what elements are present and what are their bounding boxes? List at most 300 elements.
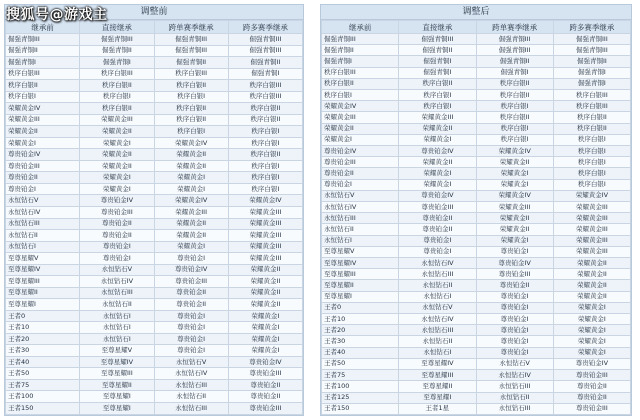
table-row (6, 403, 303, 415)
table-cell: 永恒钻石III (6, 218, 80, 230)
table-cell: 倔强青铜III (476, 34, 553, 45)
table-cell: 尊贵铂金III (553, 370, 630, 381)
table-row (6, 126, 303, 138)
table-cell: 倔强青铜II (6, 45, 80, 57)
table-row (6, 68, 303, 80)
table-cell: 秩序白银II (154, 114, 228, 126)
table-cell: 尊贵铂金II (80, 230, 154, 242)
table-cell: 荣耀黄金II (80, 149, 154, 161)
table-cell: 秩序白银I (553, 157, 630, 168)
table-cell: 永恒钻石II (6, 230, 80, 242)
table-cell: 秩序白银II (154, 80, 228, 92)
table-row (322, 291, 631, 302)
table-cell: 秩序白银III (322, 67, 399, 78)
table-cell: 倔强青铜III (6, 34, 80, 46)
table-cell: 荣耀黄金IV (553, 190, 630, 201)
table-row (322, 336, 631, 347)
table-cell: 荣耀黄金II (553, 269, 630, 280)
after-table (321, 20, 631, 415)
before-table (5, 20, 303, 415)
table-cell: 至尊星耀III (399, 370, 476, 381)
table-cell: 荣耀黄金I (553, 325, 630, 336)
table-cell: 秩序白银III (553, 90, 630, 101)
table-row (322, 358, 631, 369)
table-cell: 至尊星耀I (399, 392, 476, 403)
table-cell: 王者100 (6, 391, 80, 403)
table-cell: 倔强青铜I (553, 67, 630, 78)
table-cell: 尊贵铂金II (322, 168, 399, 179)
after-table-title: 调整后 (321, 5, 631, 20)
table-cell: 永恒钻石I (399, 347, 476, 358)
table-cell: 永恒钻石II (399, 336, 476, 347)
table-cell: 秩序白银II (322, 78, 399, 89)
table-cell: 秩序白银I (476, 134, 553, 145)
table-row (322, 381, 631, 392)
table-cell: 王者0 (322, 302, 399, 313)
table-cell: 至尊星耀I (322, 291, 399, 302)
table-cell: 秩序白银I (228, 172, 302, 184)
table-cell: 荣耀黄金I (80, 172, 154, 184)
table-cell: 荣耀黄金II (228, 276, 302, 288)
table-row (322, 45, 631, 56)
table-row (6, 322, 303, 334)
table-cell: 荣耀黄金II (154, 160, 228, 172)
table-cell: 荣耀黄金I (154, 241, 228, 253)
table-cell: 倔强青铜III (322, 34, 399, 45)
table-row (322, 190, 631, 201)
table-cell: 秩序白银I (553, 146, 630, 157)
table-cell: 荣耀黄金I (322, 134, 399, 145)
table-cell: 永恒钻石III (80, 287, 154, 299)
table-row (6, 230, 303, 242)
table-cell: 荣耀黄金IV (154, 137, 228, 149)
table-cell: 秩序白银II (476, 78, 553, 89)
table-row (6, 103, 303, 115)
table-row (6, 80, 303, 92)
table-cell: 荣耀黄金I (476, 179, 553, 190)
table-cell: 倔强青铜I (399, 56, 476, 67)
table-cell: 永恒钻石I (80, 333, 154, 345)
table-cell: 荣耀黄金I (228, 322, 302, 334)
table-cell: 永恒钻石I (80, 310, 154, 322)
table-cell: 秩序白银II (80, 80, 154, 92)
table-cell: 秩序白银III (6, 68, 80, 80)
table-cell: 秩序白银III (80, 68, 154, 80)
table-cell: 至尊星耀II (6, 287, 80, 299)
table-cell: 尊贵铂金I (154, 322, 228, 334)
table-row (6, 379, 303, 391)
col-header: 跨多赛季继承 (228, 21, 302, 34)
table-cell: 荣耀黄金II (399, 157, 476, 168)
table-cell: 永恒钻石IV (399, 314, 476, 325)
table-cell: 荣耀黄金III (228, 230, 302, 242)
table-row (322, 90, 631, 101)
table-cell: 荣耀黄金III (399, 112, 476, 123)
col-header: 跨多赛季继承 (553, 21, 630, 34)
table-cell: 尊贵铂金I (154, 253, 228, 265)
table-cell: 永恒钻石III (476, 381, 553, 392)
table-cell: 永恒钻石II (399, 280, 476, 291)
table-row (6, 310, 303, 322)
col-header: 继承前 (322, 21, 399, 34)
table-cell: 王者30 (6, 345, 80, 357)
table-cell: 尊贵铂金II (228, 379, 302, 391)
table-row (6, 149, 303, 161)
table-cell: 王者20 (6, 333, 80, 345)
table-cell: 荣耀黄金II (553, 291, 630, 302)
table-cell: 秩序白银II (6, 80, 80, 92)
table-cell: 尊贵铂金I (476, 302, 553, 313)
table-cell: 倔强青铜II (154, 57, 228, 69)
table-row (6, 160, 303, 172)
table-cell: 永恒钻石III (154, 403, 228, 415)
table-cell: 荣耀黄金I (399, 134, 476, 145)
table-cell: 秩序白银I (399, 90, 476, 101)
table-cell: 尊贵铂金II (399, 213, 476, 224)
table-cell: 至尊星耀V (6, 253, 80, 265)
table-row (6, 287, 303, 299)
table-cell: 倔强青铜I (6, 57, 80, 69)
table-cell: 永恒钻石III (399, 269, 476, 280)
table-cell: 王者150 (322, 403, 399, 414)
table-cell: 倔强青铜III (228, 34, 302, 46)
table-cell: 倔强青铜III (228, 45, 302, 57)
table-cell: 王者125 (322, 392, 399, 403)
table-cell: 尊贵铂金I (80, 253, 154, 265)
table-cell: 尊贵铂金IV (399, 190, 476, 201)
table-row (6, 45, 303, 57)
table-cell: 尊贵铂金II (154, 299, 228, 311)
before-table-title: 调整前 (5, 5, 303, 20)
table-cell: 尊贵铂金II (399, 224, 476, 235)
table-cell: 荣耀黄金IV (476, 190, 553, 201)
table-cell: 秩序白银I (399, 101, 476, 112)
table-cell: 尊贵铂金I (476, 336, 553, 347)
table-cell: 荣耀黄金II (228, 287, 302, 299)
table-row (322, 123, 631, 134)
table-cell: 至尊星耀IV (322, 258, 399, 269)
table-cell: 荣耀黄金IV (154, 195, 228, 207)
table-row (6, 218, 303, 230)
before-table-panel (4, 4, 304, 416)
table-cell: 永恒钻石II (476, 392, 553, 403)
table-cell: 荣耀黄金I (399, 179, 476, 190)
table-row (6, 391, 303, 403)
table-cell: 秩序白银III (228, 80, 302, 92)
table-row (6, 276, 303, 288)
table-cell: 秩序白银I (553, 179, 630, 190)
table-cell: 秩序白银III (154, 68, 228, 80)
table-cell: 倔强青铜I (553, 78, 630, 89)
table-cell: 荣耀黄金III (322, 112, 399, 123)
table-cell: 荣耀黄金II (476, 157, 553, 168)
table-cell: 永恒钻石III (476, 403, 553, 414)
table-cell: 至尊星耀I (6, 299, 80, 311)
table-row (322, 179, 631, 190)
table-cell: 秩序白银III (228, 91, 302, 103)
table-cell: 倔强青铜III (553, 34, 630, 45)
table-cell: 秩序白银I (228, 183, 302, 195)
table-cell: 王者20 (322, 325, 399, 336)
table-cell: 荣耀黄金I (553, 336, 630, 347)
table-cell: 永恒钻石V (6, 195, 80, 207)
table-cell: 尊贵铂金III (322, 157, 399, 168)
table-row (322, 403, 631, 414)
table-cell: 荣耀黄金I (476, 168, 553, 179)
table-cell: 倔强青铜I (228, 68, 302, 80)
table-row (322, 213, 631, 224)
table-cell: 尊贵铂金IV (154, 264, 228, 276)
table-cell: 荣耀黄金II (154, 218, 228, 230)
table-cell: 荣耀黄金I (154, 183, 228, 195)
table-row (6, 368, 303, 380)
table-cell: 至尊星耀III (80, 368, 154, 380)
table-cell: 秩序白银I (80, 91, 154, 103)
table-row (6, 206, 303, 218)
table-cell: 尊贵铂金IV (6, 149, 80, 161)
table-cell: 秩序白银I (154, 91, 228, 103)
table-cell: 荣耀黄金I (553, 314, 630, 325)
table-cell: 秩序白银II (553, 123, 630, 134)
table-row (6, 172, 303, 184)
table-cell: 荣耀黄金III (553, 235, 630, 246)
table-cell: 秩序白银I (476, 123, 553, 134)
table-cell: 永恒钻石IV (399, 258, 476, 269)
table-cell: 王者0 (6, 310, 80, 322)
table-cell: 荣耀黄金I (228, 310, 302, 322)
col-header: 跨单赛季继承 (476, 21, 553, 34)
table-cell: 秩序白银I (322, 90, 399, 101)
table-cell: 尊贵铂金I (154, 333, 228, 345)
table-cell: 尊贵铂金I (476, 347, 553, 358)
table-row (322, 246, 631, 257)
table-row (6, 195, 303, 207)
table-row (322, 325, 631, 336)
table-cell: 荣耀黄金II (322, 123, 399, 134)
table-cell: 尊贵铂金III (6, 160, 80, 172)
table-row (6, 57, 303, 69)
table-cell: 尊贵铂金I (322, 179, 399, 190)
table-cell: 永恒钻石III (154, 379, 228, 391)
table-cell: 荣耀黄金II (228, 299, 302, 311)
watermark: 搜狐号@游戏主 (6, 7, 108, 23)
table-cell: 尊贵铂金IV (228, 356, 302, 368)
table-cell: 尊贵铂金IV (322, 146, 399, 157)
table-cell: 尊贵铂金III (154, 276, 228, 288)
table-cell: 荣耀黄金I (80, 183, 154, 195)
table-cell: 荣耀黄金I (154, 172, 228, 184)
table-row (322, 146, 631, 157)
table-cell: 永恒钻石II (322, 224, 399, 235)
table-cell: 倔强青铜III (399, 34, 476, 45)
table-cell: 倔强青铜I (80, 57, 154, 69)
table-cell: 荣耀黄金I (6, 137, 80, 149)
table-row (322, 280, 631, 291)
table-cell: 尊贵铂金II (553, 392, 630, 403)
after-table-header-row (322, 21, 631, 34)
table-row (322, 168, 631, 179)
table-cell: 荣耀黄金IV (6, 103, 80, 115)
table-cell: 秩序白银I (6, 91, 80, 103)
table-cell: 永恒钻石IV (322, 202, 399, 213)
table-cell: 秩序白银II (228, 149, 302, 161)
table-cell: 至尊星耀V (322, 246, 399, 257)
table-cell: 荣耀黄金III (553, 246, 630, 257)
table-row (6, 356, 303, 368)
table-cell: 尊贵铂金II (154, 287, 228, 299)
table-cell: 至尊星耀I (80, 403, 154, 415)
table-cell: 倔强青铜II (476, 56, 553, 67)
table-cell: 荣耀黄金III (6, 114, 80, 126)
table-cell: 秩序白银II (399, 78, 476, 89)
col-header: 跨单赛季继承 (154, 21, 228, 34)
table-cell: 荣耀黄金II (80, 126, 154, 138)
table-cell: 荣耀黄金III (228, 218, 302, 230)
table-row (322, 202, 631, 213)
table-cell: 尊贵铂金IV (399, 146, 476, 157)
table-cell: 王者150 (6, 403, 80, 415)
table-row (322, 157, 631, 168)
table-cell: 秩序白银II (154, 103, 228, 115)
table-cell: 尊贵铂金IV (553, 358, 630, 369)
table-row (6, 345, 303, 357)
table-cell: 王者50 (6, 368, 80, 380)
table-cell: 尊贵铂金I (154, 310, 228, 322)
table-cell: 荣耀黄金I (476, 235, 553, 246)
col-header: 继承前 (6, 21, 80, 34)
table-cell: 荣耀黄金I (399, 168, 476, 179)
table-cell: 倔强青铜II (553, 56, 630, 67)
table-cell: 尊贵铂金III (80, 206, 154, 218)
table-cell: 秩序白银I (553, 168, 630, 179)
table-row (6, 241, 303, 253)
table-cell: 荣耀黄金II (476, 213, 553, 224)
table-cell: 尊贵铂金I (6, 183, 80, 195)
table-cell: 至尊星耀II (80, 379, 154, 391)
table-cell: 倔强青铜III (476, 45, 553, 56)
table-cell: 秩序白银I (553, 134, 630, 145)
table-cell: 永恒钻石II (154, 391, 228, 403)
table-cell: 荣耀黄金III (476, 202, 553, 213)
table-cell: 至尊星耀III (6, 276, 80, 288)
table-cell: 至尊星耀III (322, 269, 399, 280)
table-cell: 荣耀黄金III (228, 241, 302, 253)
table-cell: 荣耀黄金III (154, 206, 228, 218)
table-cell: 倔强青铜III (154, 45, 228, 57)
table-row (322, 101, 631, 112)
table-cell: 尊贵铂金I (476, 314, 553, 325)
table-cell: 王者40 (322, 347, 399, 358)
table-cell: 尊贵铂金III (228, 368, 302, 380)
table-cell: 倔强青铜I (476, 67, 553, 78)
table-cell: 尊贵铂金I (399, 246, 476, 257)
table-row (322, 78, 631, 89)
table-cell: 至尊星耀IV (80, 356, 154, 368)
table-cell: 永恒钻石I (6, 241, 80, 253)
table-cell: 荣耀黄金I (228, 333, 302, 345)
table-cell: 荣耀黄金I (228, 345, 302, 357)
table-row (322, 224, 631, 235)
table-cell: 荣耀黄金I (553, 347, 630, 358)
table-cell: 尊贵铂金II (80, 218, 154, 230)
table-cell: 王者30 (322, 336, 399, 347)
table-cell: 荣耀黄金II (228, 264, 302, 276)
col-header: 直接继承 (80, 21, 154, 34)
table-cell: 荣耀黄金II (476, 224, 553, 235)
table-cell: 永恒钻石IV (80, 276, 154, 288)
table-cell: 荣耀黄金II (80, 160, 154, 172)
table-cell: 荣耀黄金II (6, 126, 80, 138)
table-cell: 倔强青铜I (399, 67, 476, 78)
table-cell: 秩序白银I (476, 101, 553, 112)
table-cell: 永恒钻石V (154, 356, 228, 368)
table-row (6, 333, 303, 345)
table-row (322, 392, 631, 403)
table-cell: 秩序白银II (476, 90, 553, 101)
table-cell: 倔强青铜III (80, 34, 154, 46)
table-cell: 永恒钻石IV (154, 368, 228, 380)
table-cell: 永恒钻石IV (6, 206, 80, 218)
table-cell: 荣耀黄金III (228, 253, 302, 265)
table-cell: 王者100 (322, 381, 399, 392)
table-cell: 永恒钻石V (80, 264, 154, 276)
table-cell: 荣耀黄金III (80, 114, 154, 126)
table-cell: 尊贵铂金I (154, 345, 228, 357)
table-cell: 永恒钻石I (80, 322, 154, 334)
table-cell: 尊贵铂金IV (80, 195, 154, 207)
after-table-panel (320, 4, 632, 416)
table-cell: 秩序白银I (154, 126, 228, 138)
table-cell: 荣耀黄金I (553, 302, 630, 313)
table-row (322, 269, 631, 280)
table-cell: 荣耀黄金II (553, 280, 630, 291)
table-cell: 荣耀黄金IV (228, 195, 302, 207)
table-cell: 尊贵铂金III (553, 403, 630, 414)
table-cell: 荣耀黄金II (154, 149, 228, 161)
table-row (322, 112, 631, 123)
table-cell: 秩序白银II (228, 114, 302, 126)
table-cell: 秩序白银I (228, 137, 302, 149)
table-cell: 荣耀黄金II (399, 123, 476, 134)
table-cell: 永恒钻石V (399, 302, 476, 313)
table-cell: 尊贵铂金III (399, 202, 476, 213)
table-row (322, 370, 631, 381)
table-cell: 秩序白银II (80, 103, 154, 115)
table-cell: 至尊星耀II (399, 381, 476, 392)
table-cell: 秩序白银II (228, 103, 302, 115)
table-cell: 尊贵铂金III (228, 403, 302, 415)
table-cell: 尊贵铂金I (399, 235, 476, 246)
table-cell: 荣耀黄金III (228, 206, 302, 218)
table-cell: 至尊星耀II (322, 280, 399, 291)
table-cell: 永恒钻石I (322, 235, 399, 246)
table-cell: 倔强青铜II (228, 57, 302, 69)
table-cell: 至尊星耀IV (6, 264, 80, 276)
table-cell: 倔强青铜II (399, 45, 476, 56)
table-cell: 倔强青铜II (322, 45, 399, 56)
table-row (322, 56, 631, 67)
table-cell: 尊贵铂金III (476, 269, 553, 280)
table-cell: 尊贵铂金I (476, 325, 553, 336)
table-row (6, 253, 303, 265)
table-row (6, 264, 303, 276)
table-cell: 永恒钻石IV (476, 370, 553, 381)
table-cell: 秩序白银II (553, 112, 630, 123)
table-row (322, 134, 631, 145)
table-cell: 荣耀黄金III (553, 202, 630, 213)
table-cell: 荣耀黄金II (154, 230, 228, 242)
table-cell: 永恒钻石V (476, 358, 553, 369)
